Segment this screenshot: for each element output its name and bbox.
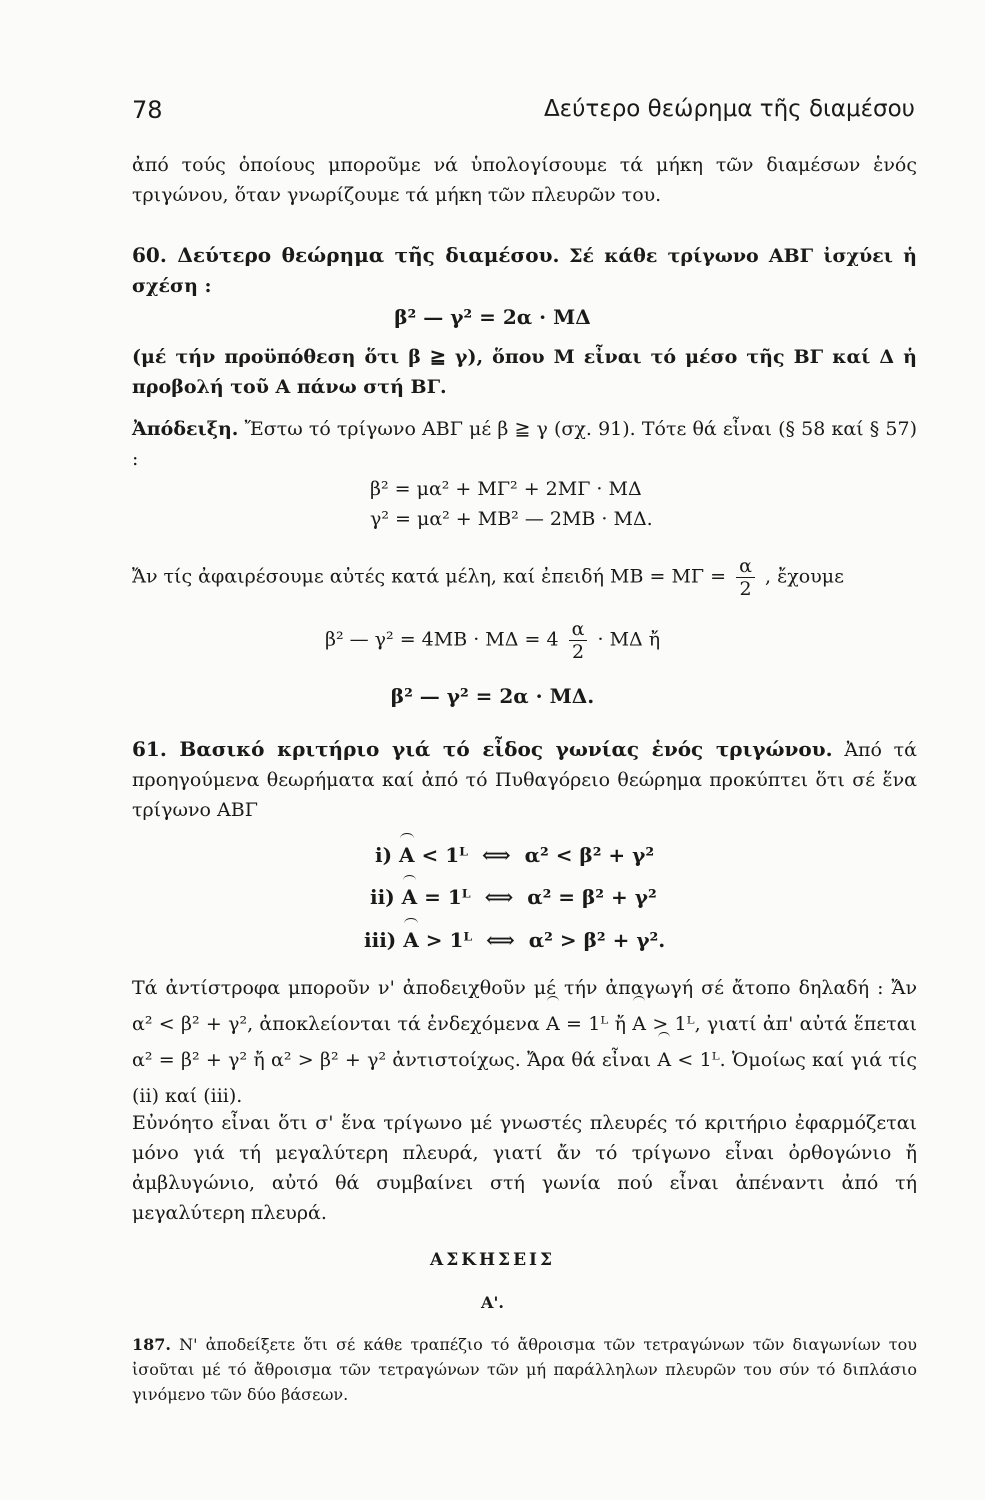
- proof-text: Ἔστω τό τρίγωνο ΑΒΓ μέ β ≧ γ (σχ. 91). Τότε θά εἶναι (§ 58 καί § 57) :: [132, 418, 917, 470]
- page-number: 78: [132, 96, 163, 124]
- section-60-title: 60. Δεύτερο θεώρημα τῆς διαμέσου.: [132, 243, 560, 267]
- fraction-denominator-2: 2: [571, 641, 585, 663]
- criterion-relation: < 1ᴸ: [421, 843, 469, 867]
- angle-a-hat: Α: [399, 843, 415, 867]
- exercise-text: Ν' ἀποδείξετε ὅτι σέ κάθε τραπέζιο τό ἄθροισμα τῶν τετραγώνων τῶν διαγωνίων του ἰσοῦται μέ τό ἄθροισμα τῶν τετραγώνων τῶν μή παράλληλων πλευρῶν του σύν τό διπλάσιο γινόμενο τῶν δύο βάσεων.: [132, 1335, 918, 1404]
- equivalence-arrow: ⟺: [481, 843, 511, 867]
- exercise-number: 187.: [132, 1335, 171, 1354]
- closing-paragraph: Εὐνόητο εἶναι ὅτι σ' ἕνα τρίγωνο μέ γνωστές πλευρές τό κριτήριο ἐφαρμόζεται μόνο γιά τή μεγαλύτερη πλευρά, γιατί ἄν τό τρίγωνο εἶναι ὀρθογώνιο ἤ ἀμβλυγώνιο, αὐτό θά συμβαίνει στή γωνία πού εἶναι ἀπέναντι ἀπό τή μεγαλύτερη πλευρά.: [132, 1112, 917, 1224]
- section-61-text: Ἀπό τά προηγούμενα θεωρήματα καί ἀπό τό Πυθαγόρειο θεώρημα προκύπτει ὅτι σέ ἕνα τρίγωνο ΑΒΓ: [132, 739, 918, 821]
- exercises-heading: ΑΣΚΗΣΕΙΣ: [430, 1250, 555, 1270]
- equivalence-arrow: ⟺: [484, 885, 514, 909]
- converse-paragraph: [132, 970, 917, 1114]
- criterion-label: i): [375, 843, 393, 867]
- exercise-item: [132, 1332, 917, 1407]
- fraction-numerator-2: α: [569, 618, 588, 641]
- section-61-paragraph: [132, 734, 917, 825]
- converse-text-1: Τά ἀντίστροφα μποροῦν ν' ἀποδειχθοῦν μέ τήν ἀπαγωγή σέ ἄτοπο δηλαδή : Ἄν α² < β² + γ², ἀποκλείονται τά ἐνδεχόμενα: [132, 977, 917, 1035]
- proof-equation-4: β² — γ² = 2α · ΜΔ.: [390, 684, 595, 708]
- subtract-line: [132, 555, 844, 600]
- proof-equation-1: β² = μα² + ΜΓ² + 2ΜΓ · ΜΔ: [370, 478, 642, 500]
- criterion-rhs: α² = β² + γ²: [527, 885, 657, 909]
- exercises-subheading: Α'.: [481, 1293, 504, 1312]
- eq3-left: β² — γ² = 4ΜΒ · ΜΔ = 4: [325, 628, 559, 651]
- section-60-text: Σέ κάθε τρίγωνο ΑΒΓ ἰσχύει ἡ σχέση :: [132, 245, 917, 297]
- converse-text-5: < 1ᴸ. Ὁμοίως καί γιά τίς (ii) καί (iii).: [132, 1049, 918, 1107]
- converse-text-4: γιατί ἀπ' αὐτά ἕπεται α² = β² + γ² ἤ α² > β² + γ² ἀντιστοίχως. Ἄρα θά εἶναι: [132, 1013, 918, 1071]
- fraction-alpha-half-2: [569, 618, 588, 663]
- equivalence-arrow: ⟺: [486, 928, 515, 952]
- proof-paragraph: [132, 414, 917, 474]
- converse-text-2: = 1ᴸ ἤ: [566, 1013, 626, 1035]
- subtract-tail: , ἔχουμε: [764, 565, 844, 588]
- proof-equation-3: [325, 618, 660, 663]
- section-61-title: 61. Βασικό κριτήριο γιά τό εἶδος γωνίας ἑνός τριγώνου.: [132, 737, 833, 761]
- theorem-condition: (μέ τήν προϋπόθεση ὅτι β ≧ γ), ὅπου Μ εἶναι τό μέσο τῆς ΒΓ καί Δ ἡ προβολή τοῦ Α πάνω στή ΒΓ.: [132, 346, 917, 398]
- section-60-statement: [132, 240, 917, 301]
- criterion-2: [370, 885, 657, 909]
- criterion-rhs: α² < β² + γ²: [524, 843, 655, 867]
- intro-paragraph: ἀπό τούς ὁποίους μποροῦμε νά ὑπολογίσουμε τά μήκη τῶν διαμέσων ἑνός τριγώνου, ὅταν γνωρίζουμε τά μήκη τῶν πλευρῶν του.: [132, 154, 917, 206]
- criterion-relation: > 1ᴸ: [425, 928, 473, 952]
- angle-a-hat: Α: [401, 885, 418, 909]
- criterion-rhs: α² > β² + γ².: [528, 928, 666, 952]
- theorem-formula: β² — γ² = 2α · ΜΔ: [394, 305, 591, 329]
- subtract-text: Ἄν τίς ἀφαιρέσουμε αὐτές κατά μέλη, καί ἐπειδή ΜΒ = ΜΓ =: [132, 565, 727, 588]
- criterion-label: iii): [364, 928, 397, 952]
- angle-a-hat: Α: [403, 928, 419, 952]
- fraction-alpha-half: [736, 555, 755, 600]
- fraction-denominator: 2: [739, 578, 752, 600]
- running-title: Δεύτερο θεώρημα τῆς διαμέσου: [543, 96, 915, 122]
- angle-a-hat: Α: [546, 1006, 560, 1042]
- angle-a-hat: Α: [632, 1006, 646, 1042]
- criterion-relation: = 1ᴸ: [424, 885, 471, 909]
- criterion-3: [364, 928, 665, 952]
- criterion-1: [375, 843, 654, 867]
- eq3-right: · ΜΔ ἤ: [597, 628, 661, 651]
- fraction-numerator: α: [736, 555, 755, 578]
- angle-a-hat: Α: [657, 1042, 671, 1078]
- converse-text-3: > 1ᴸ,: [652, 1013, 701, 1035]
- proof-equation-2: γ² = μα² + ΜΒ² — 2ΜΒ · ΜΔ.: [370, 508, 653, 530]
- criterion-label: ii): [370, 885, 395, 909]
- proof-label: Ἀπόδειξη.: [132, 418, 239, 440]
